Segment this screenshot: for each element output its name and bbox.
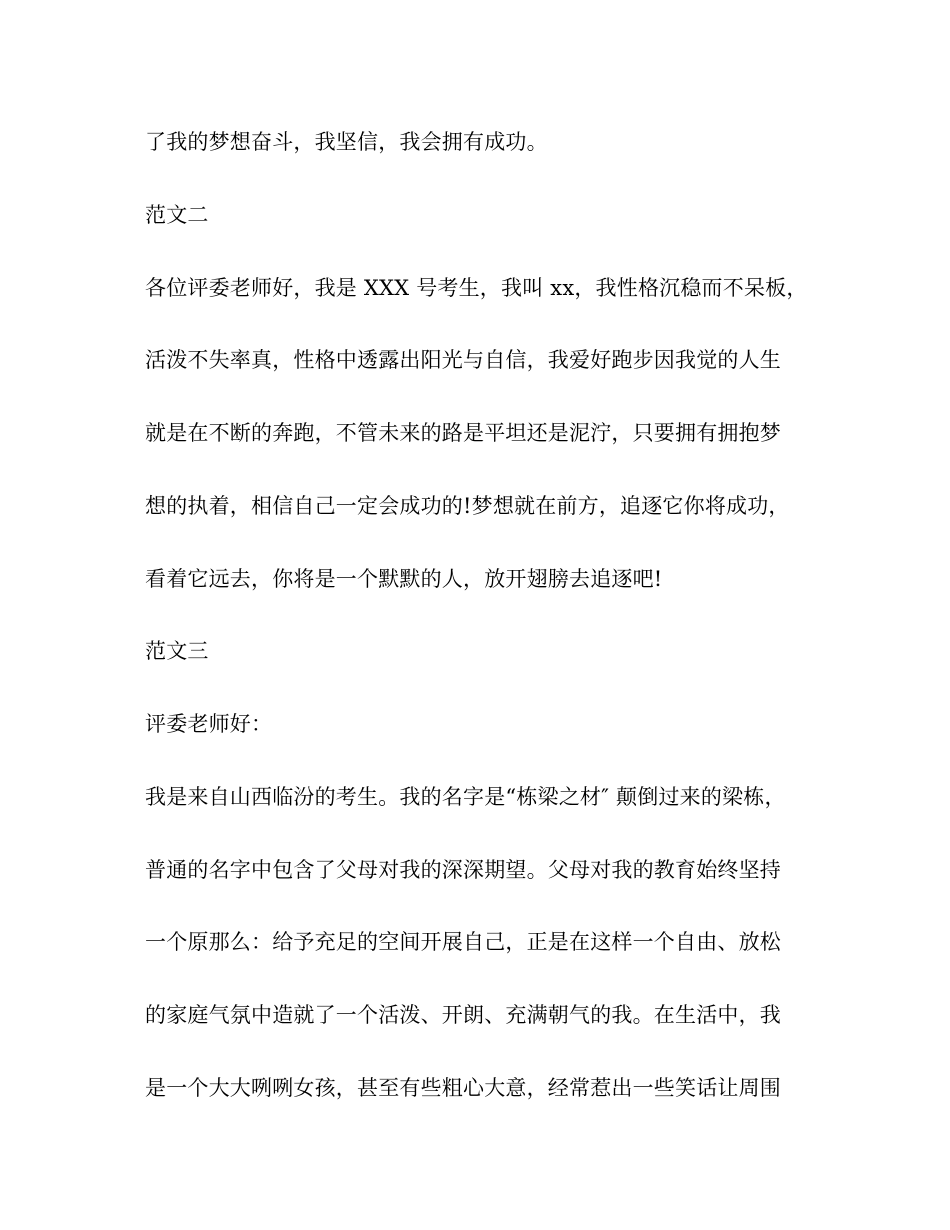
paragraph-line: 普通的名字中包含了父母对我的深深期望。父母对我的教育始终坚持 — [145, 858, 781, 882]
paragraph-line: 是一个大大咧咧女孩，甚至有些粗心大意，经常惹出一些笑话让周围 — [145, 1076, 781, 1100]
paragraph-line: 活泼不失率真，性格中透露出阳光与自信，我爱好跑步因我觉的人生 — [145, 348, 781, 372]
section-heading: 范文三 — [145, 639, 209, 663]
paragraph-line: 就是在不断的奔跑，不管未来的路是平坦还是泥泞，只要拥有拥抱梦 — [145, 421, 781, 445]
paragraph-line: 的家庭气氛中造就了一个活泼、开朗、充满朝气的我。在生活中，我 — [145, 1003, 781, 1027]
paragraph-line: 评委老师好： — [145, 712, 273, 736]
paragraph-line: 各位评委老师好，我是 XXX 号考生，我叫 xx，我性格沉稳而不呆板， — [145, 276, 808, 300]
paragraph-line: 了我的梦想奋斗，我坚信，我会拥有成功。 — [145, 130, 548, 154]
paragraph-line: 一个原那么：给予充足的空间开展自己，正是在这样一个自由、放松 — [145, 930, 781, 954]
paragraph-line: 想的执着，相信自己一定会成功的!梦想就在前方，追逐它你将成功， — [145, 494, 790, 518]
paragraph-line: 我是来自山西临汾的考生。我的名字是“栋梁之材″ 颠倒过来的梁栋， — [145, 785, 786, 809]
section-heading: 范文二 — [145, 203, 209, 227]
paragraph-line: 看着它远去，你将是一个默默的人，放开翅膀去追逐吧! — [145, 567, 663, 591]
